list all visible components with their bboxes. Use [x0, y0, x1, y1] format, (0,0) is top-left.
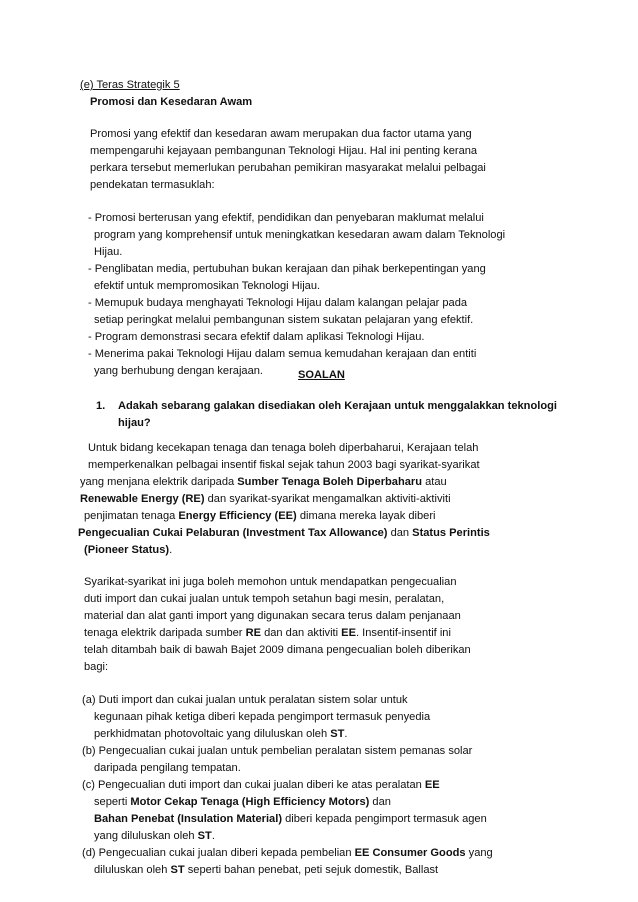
list-item-text: dan [369, 796, 391, 808]
list-item-bold-text: ST [170, 864, 185, 876]
paragraph-bold-text: RE [245, 627, 261, 639]
bullet-line: - Penglibatan media, pertubuhan bukan kerajaan dan pihak berkepentingan yang [88, 263, 486, 275]
answer-line [84, 508, 436, 525]
list-item-text: seperti bahan penebat, peti sejuk domestik, Ballast [184, 864, 439, 876]
answer-bold-text: Renewable Energy (RE) [80, 493, 205, 505]
answer-bold-text: Energy Efficiency (EE) [178, 510, 297, 522]
answer-text: penjimatan tenaga [84, 510, 179, 522]
answer-text: dan [387, 527, 413, 539]
question-number: 1. [96, 400, 106, 412]
bullet-line: - Promosi berterusan yang efektif, pendidikan dan penyebaran maklumat melalui [88, 212, 484, 224]
paragraph-text: tenaga elektrik daripada sumber [84, 627, 246, 639]
question-line: hijau? [118, 417, 151, 429]
answer-bold-text: Sumber Tenaga Boleh Diperbaharu [237, 476, 422, 488]
intro-line: Promosi yang efektif dan kesedaran awam merupakan dua factor utama yang [90, 128, 472, 140]
list-item-line [94, 862, 438, 879]
list-item-bold-text: ST [330, 728, 345, 740]
list-item-text: (c) Pengecualian duti import dan cukai jualan diberi ke atas peralatan [82, 779, 425, 791]
paragraph-text: dan dan aktiviti [261, 627, 342, 639]
answer-line: Untuk bidang kecekapan tenaga dan tenaga boleh diperbaharui, Kerajaan telah [88, 442, 479, 454]
answer-line [84, 542, 172, 559]
list-item-line [82, 777, 440, 794]
answer-line [80, 474, 447, 491]
paragraph-line: duti import dan cukai jualan untuk tempoh setahun bagi mesin, peralatan, [84, 593, 445, 605]
list-item-text: diberi kepada pengimport termasuk agen [282, 813, 487, 825]
answer-text: atau [422, 476, 447, 488]
paragraph-line: material dan alat ganti import yang digunakan secara terus dalam penjanaan [84, 610, 461, 622]
list-item-text: yang [465, 847, 493, 859]
intro-line: pendekatan termasuklah: [90, 179, 215, 191]
section-title: Promosi dan Kesedaran Awam [90, 96, 253, 108]
list-item-line [82, 845, 493, 862]
soalan-title: SOALAN [298, 369, 345, 381]
answer-text: dimana mereka layak diberi [296, 510, 436, 522]
bullet-line: efektif untuk mempromosikan Teknologi Hijau. [94, 280, 321, 292]
answer-bold-text: Status Perintis [412, 527, 490, 539]
list-item-bold-text: Motor Cekap Tenaga (High Efficiency Motors) [130, 796, 370, 808]
bullet-line: - Menerima pakai Teknologi Hijau dalam semua kemudahan kerajaan dan entiti [88, 348, 477, 360]
list-item-text: yang diluluskan oleh [94, 830, 198, 842]
paragraph-line [84, 625, 451, 642]
intro-line: mempengaruhi kejayaan pembangunan Teknologi Hijau. Hal ini penting kerana [90, 145, 478, 157]
list-item-line: daripada pengilang tempatan. [94, 762, 241, 774]
list-item-line [94, 811, 487, 828]
answer-text: yang menjana elektrik daripada [80, 476, 238, 488]
bullet-line: program yang komprehensif untuk meningkatkan kesedaran awam dalam Teknologi [94, 229, 506, 241]
paragraph-text: . Insentif-insentif ini [355, 627, 451, 639]
list-item-line [94, 828, 215, 845]
answer-line: memperkenalkan pelbagai insentif fiskal sejak tahun 2003 bagi syarikat-syarikat [88, 459, 480, 471]
bullet-line: - Program demonstrasi secara efektif dalam aplikasi Teknologi Hijau. [88, 331, 425, 343]
list-item-bold-text: EE [424, 779, 440, 791]
bullet-line: setiap peringkat melalui pembangunan sistem sukatan pelajaran yang efektif. [94, 314, 474, 326]
list-item-bold-text: ST [197, 830, 212, 842]
answer-text: dan syarikat-syarikat mengamalkan aktiviti-aktiviti [204, 493, 451, 505]
paragraph-bold-text: EE [341, 627, 356, 639]
list-item-text: perkhidmatan photovoltaic yang diluluskan oleh [94, 728, 331, 740]
list-item-bold-text: Bahan Penebat (Insulation Material) [94, 813, 283, 825]
paragraph-line: Syarikat-syarikat ini juga boleh memohon untuk mendapatkan pengecualian [84, 576, 457, 588]
list-item-line: (b) Pengecualian cukai jualan untuk pembelian peralatan sistem pemanas solar [82, 745, 473, 757]
list-item-line: kegunaan pihak ketiga diberi kepada pengimport termasuk penyedia [94, 711, 431, 723]
list-item-line [94, 794, 391, 811]
bullet-line: yang berhubung dengan kerajaan. [94, 365, 264, 377]
section-reference: (e) Teras Strategik 5 [80, 79, 180, 91]
question-line: Adakah sebarang galakan disediakan oleh Kerajaan untuk menggalakkan teknologi [118, 400, 557, 412]
answer-line [80, 491, 451, 508]
bullet-line: - Memupuk budaya menghayati Teknologi Hijau dalam kalangan pelajar pada [88, 297, 468, 309]
list-item-text: diluluskan oleh [94, 864, 171, 876]
list-item-text: . [211, 830, 215, 842]
intro-line: perkara tersebut memerlukan perubahan pemikiran masyarakat melalui pelbagai [90, 162, 486, 174]
list-item-text: . [344, 728, 348, 740]
list-item-text: (d) Pengecualian cukai jualan diberi kepada pembelian [82, 847, 355, 859]
list-item-line: (a) Duti import dan cukai jualan untuk peralatan sistem solar untuk [82, 694, 408, 706]
list-item-bold-text: EE Consumer Goods [354, 847, 466, 859]
answer-text: . [169, 544, 173, 556]
bullet-line: Hijau. [94, 246, 123, 258]
answer-bold-text: (Pioneer Status) [84, 544, 170, 556]
list-item-line [94, 726, 347, 743]
list-item-text: seperti [94, 796, 131, 808]
paragraph-line: telah ditambah baik di bawah Bajet 2009 dimana pengecualian boleh diberikan [84, 644, 471, 656]
paragraph-line: bagi: [84, 661, 109, 673]
answer-line [78, 525, 490, 542]
answer-bold-text: Pengecualian Cukai Pelaburan (Investment Tax Allowance) [78, 527, 388, 539]
